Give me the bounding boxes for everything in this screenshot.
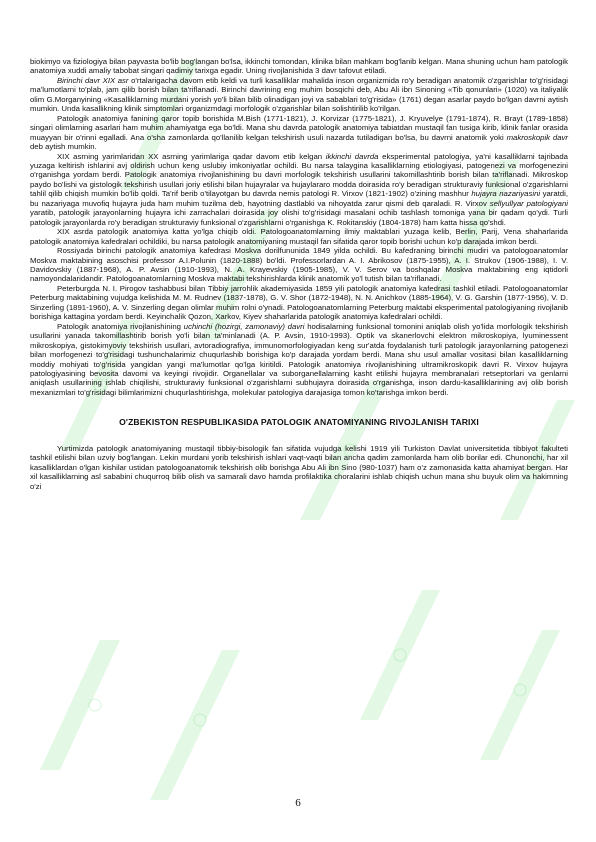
text-run: Rossiyada birinchi patologik anatomiya kafedrasi Moskva dorilfununida 1849 yilda ochildi. Bu kafedraning birinchi mudiri va patologoanatomlar Moskva maktabining asoschisi professor A.I.Polunin (1820-1888) bo'ldi. Professorlardan A. I. Abrikosov (1875-1955), A. I. Strukov (1906-1988), I. V. Davidovskiy (1887-1968), A. P. Avsin (1910-1993), N. A. Krayevskiy (1905-1985), V. V. Serov va boshqalar Moskva maktabining eng iqtidorli namoyondalaridandir. Patologoanatomlarning Moskva maktabi tekshirishlarda klinik anatomik yo'l tutish bilan ta'riflanadi.	[30, 246, 568, 284]
text-run: yaratdi, bu nazariyaga muvofiq hujayra juda ham muhim tuzilma deb, hayotning dastlabki va nihoyatda zarur qismi deb qaraladi. R. Virxov	[30, 189, 568, 208]
paragraph	[30, 76, 568, 114]
emphasized-text: sellyullyar patologiyani	[489, 198, 568, 208]
emphasized-text: makroskopik davr	[506, 132, 568, 142]
text-run: Yurtimizda patologik anatomiyaning mustaqil tibbiy-bisologik fan sifatida vujudga kelishi 1919 yili Turkiston Davlat universitetida tibbiyot fakulteti tashkil etilishi bilan uzviy bog'langan. Lekin murdani yorib tekshirish ishlari vaqt-vaqti bilan ancha qadim zamonlarda ham olib borilar edi. Chunonchi, har xil kasalliklardan o'lgan kishilar ustidan patologoanatomik tekshirish olib borishga Abu Ali ibn Sino (980-1037) ham o'z zamonasida katta ahamiyat bergan. Har xil kasalliklarning asl sababini chuqurroq bilib olish va samarali davo hamda profilaktika choralarini ishlab chiqish uchun mana shu buyuk olim va hakimning o'zi	[30, 443, 568, 491]
paragraph	[30, 57, 568, 76]
text-run: biokimyo va fiziologiya bilan payvasta bo'lib bog'langan bo'lsa, ikkinchi tomondan, klinika bilan mahkam bog'lanib kelgan. Mana shuning uchun ham patologik anatomiya xuddi amaliy tabobat singari qadimiy tarixga egadir. Uning rivojlanishida 3 davr tafovut etiladi.	[30, 57, 568, 76]
paragraph	[30, 444, 568, 491]
text-run: eksperimental patologiya, ya'ni kasalliklarni tajribada yuzaga keltirish ishlarini avj oldirish uchun keng uslubiy imkoniyatlar ochildi. Bu narsa talaygina kasalliklarning etiologiyasi, patogenezi va morfogenezini o'rganishga yordam berdi. Patologik anatomiya rivojlanishining bu davri morfologik tekshirish usullarini takomillashtirib borish bilan ta'riflanadi. Mikroskop paydo bo'lishi va gistologik tekshirish usullari joriy etilishi bilan hujayralar va hujaylararo modda doirasida ro'y beradigan strukturaviy funksional o'zgarishlarni tahlil qilib chiqish mumkin bo'lib qoldi. Ta'rif berib o'tilayotgan bu davrda nemis patologi R. Virxov (1821-1902) o'zining mashhur	[30, 151, 568, 199]
text-run: XIX asrda patologik anatomiya katta yo'lga chiqib oldi. Patologoanatomlarning ilmiy maktablari yuzaga kelib, Berlin, Parij, Vena shaharlarida patologik anatomiya kafedralari ochildiki, bu narsa patologik anatomiyaning mustaqil fan sifatida qaror topib borishi uchun ko'p darajada imkon berdi.	[30, 227, 568, 246]
emphasized-text: ikkinchi davrda	[325, 151, 379, 161]
text-run: o'rtalarigacha davom etib keldi va turli kasalliklar mahalida inson organizmida ro'y beradigan anatomik o'zgarishlar to'g'risidagi ma'lumotlarni to'plab, jam qilib borish bilan ta'riflanadi. Birinchi davrining eng muhim bosqichi deb, Abu Ali ibn Sinoning «Tib qonunlari» (1020) va italiyalik olim G.Morganyining «Kasalliklarning murdani yorish yo'li bilan bilib olinadigan joyi va sabablari to'g'risida» (1761) degan asarlar paydo bo'lgan davrni aytish mumkin. Unda kasallikning klinik simptomlari organizmdagi morfologik o'zgarishlar bilan solishtirilib ko'rilgan.	[30, 75, 568, 114]
emphasized-text: hujayra nazariyasini	[471, 189, 541, 199]
text-run: Patologik anatomiya rivojlanishining	[57, 321, 184, 331]
text-run: yaratib, patologik jarayonlarning hujayra ichi zarrachalari doirasida joy olishi to'g'risidagi masalani ochib tashlash tomoniga yana bir qadam qo'ydi. Turli patologik jarayonlarda ro'y beradigan strukturaviy funksional o'zgarishlarni o'rganishga K. Rokitanskiy (1804-1878) ham katta hissa qo'shdi.	[30, 208, 568, 227]
paragraph	[30, 114, 568, 152]
text-run: XIX asrning yarimlaridan XX asrning yarimlariga qadar davom etib kelgan	[57, 151, 326, 161]
text-run: Patologik anatomiya fanining qaror topib borishida M.Bish (1771-1821), J. Korvizar (1775-1821), J. Kryuvelye (1791-1874), R. Brayt (1789-1858) singari olimlarning asarlari ham muhim ahamiyatga ega bo'ldi. Mana shu davrda patologik anatomiya tabiatdan mustaqil fan tusiga kirib, klinik fanlar orasida muayyan bir o'rinni egalladi. Ana o'sha zamonlarda qo'llanilib kelgan tekshirish usuli nazarda tutiladigan bo'lsa, bu davrni anatomik yoki	[30, 113, 568, 142]
body-text-before	[30, 57, 568, 397]
text-run: Peterburgda N. I. Pirogov tashabbusi bilan Tibbiy jarrohlik akademiyasida 1859 yili patologik anatomiya kafedrasi tashkil etiladi. Patologoanatomlar Peterburg maktabining vujudga kelishida M. M. Rudnev (1837-1878), G. V. Shor (1872-1948), N. N. Anichkov (1885-1964), V. G. Garshin (1877-1956), V. D. Sinzerling (1891-1960), A. V. Sinzerling degan olimlar muhim rolni o'ynadi. Patologoanatomlarning Peterburg maktabi eksperimental patologiyaning rivojlanib borishiga kattagina yordam berdi. Keyinchalik Qozon, Xarkov, Kiyev shaharlarida patologik anatomiya kafedralari ochildi.	[30, 283, 568, 322]
paragraph	[30, 322, 568, 398]
document-body	[30, 57, 568, 491]
emphasized-text: uchinchi (hozirgi, zamonaviy) davri	[183, 321, 305, 331]
section-heading: O'ZBEKISTON RESPUBLIKASIDA PATOLOGIK ANATOMIYANING RIVOJLANISH TARIXI	[119, 417, 479, 428]
body-text-after	[30, 444, 568, 491]
paragraph	[30, 152, 568, 228]
paragraph	[30, 284, 568, 322]
paragraph	[30, 227, 568, 246]
emphasized-text: Birinchi davr XIX asr	[57, 75, 129, 85]
text-run: hodisalarning funksional tomonini aniqlab olish yo'lida morfologik tekshirish usullarini yanada takomillashtirib borish yo'li bilan ta'minlanadi (A. P. Avsin, 1910-1993). Optik va skanerlovchi elektron mikroskopiya, lyuminessent mikroskopiya, gistokimyoviy tekshirish usullari, avtoradiografiya, immunomorfologiyadan keng sur'atda foydalanish turli patologik jarayonlarning patogenezi bilan morfogenezi to'g'risidagi tushunchalarimiz chuqurlashib borishiga ko'p darajada yordam berdi. Mana shu usul amallar vositasi bilan kasalliklarning moddiy mohiyati to'g'risida yangidan yangi ma'lumotlar qo'lga kiritildi. Patologik anatomiya rivojlanishining ultramikroskopik davri R. Virxov hujayra patologiyasining bevosita davomi va keyingi rivojidir. Organellalar va suborganellalarning kasht etilishi hujayra membranalari retseptorlari va genlarni aniqlash usullarining ishlab chiqilishi, strukturaviy funksional o'zgarishlarni subhujayra doirasida o'rganishga, inson dardu-kasalliklarining avj olib borish mexanizmlari to'g'risidagi bilimlarimizni chuqurlashtirishga, molekular patologiya darajasiga tomon ko'tarishga imkon berdi.	[30, 321, 568, 397]
page-number: 6	[295, 797, 301, 809]
paragraph	[30, 246, 568, 284]
text-run: deb aytish mumkin.	[30, 142, 97, 152]
